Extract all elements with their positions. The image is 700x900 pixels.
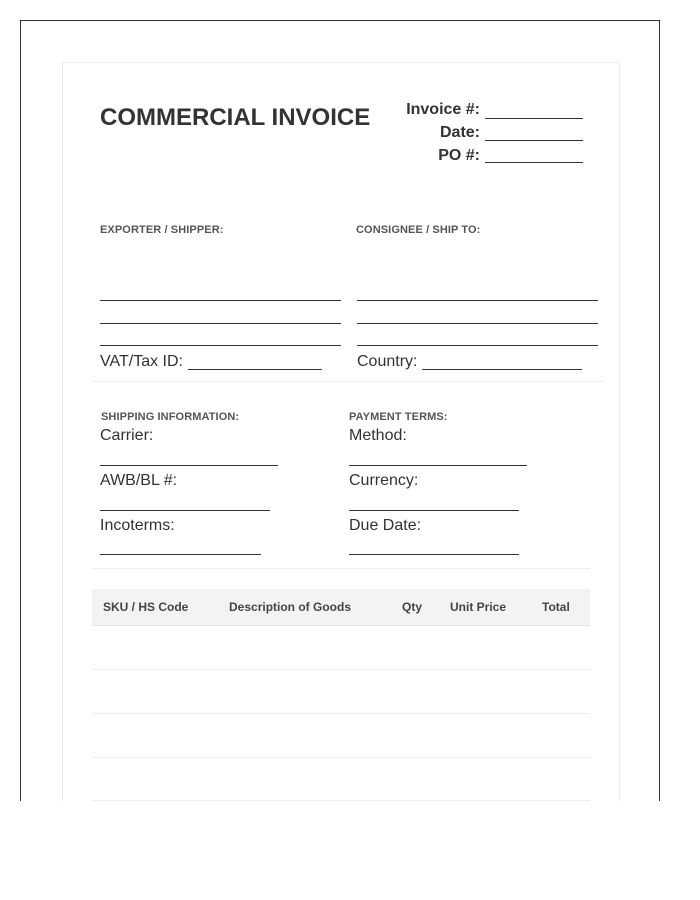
- column-header-description: Description of Goods: [229, 600, 352, 614]
- exporter-heading: EXPORTER / SHIPPER:: [100, 224, 224, 236]
- table-row[interactable]: [92, 713, 590, 714]
- vat-tax-id-field[interactable]: [188, 369, 322, 370]
- po-number-field[interactable]: [485, 162, 583, 163]
- po-number-label: PO #:: [438, 147, 480, 164]
- carrier-label: Carrier:: [100, 427, 154, 444]
- invoice-number-label: Invoice #:: [406, 101, 480, 118]
- consignee-address-line-2[interactable]: [357, 323, 598, 324]
- date-field[interactable]: [485, 140, 583, 141]
- page-cutoff-whitespace: [0, 801, 700, 900]
- table-row[interactable]: [92, 757, 590, 758]
- method-field[interactable]: [349, 465, 527, 466]
- date-label: Date:: [439, 124, 480, 141]
- currency-field[interactable]: [349, 510, 519, 511]
- awb-bl-label: AWB/BL #:: [100, 472, 178, 489]
- column-header-total: Total: [542, 600, 570, 614]
- method-label: Method:: [349, 427, 407, 444]
- currency-label: Currency:: [349, 472, 419, 489]
- due-date-field[interactable]: [349, 554, 519, 555]
- incoterms-label: Incoterms:: [100, 517, 175, 534]
- consignee-heading: CONSIGNEE / SHIP TO:: [356, 224, 481, 236]
- due-date-label: Due Date:: [349, 517, 422, 534]
- consignee-address-line-3[interactable]: [357, 345, 598, 346]
- awb-bl-field[interactable]: [100, 510, 270, 511]
- column-header-unit-price: Unit Price: [450, 600, 507, 614]
- carrier-field[interactable]: [100, 465, 278, 466]
- column-header-sku: SKU / HS Code: [103, 600, 189, 614]
- section-divider-1: [92, 381, 604, 382]
- country-field[interactable]: [422, 369, 582, 370]
- section-divider-2: [92, 568, 590, 569]
- column-header-qty: Qty: [402, 600, 423, 614]
- incoterms-field[interactable]: [100, 554, 261, 555]
- shipping-info-heading: SHIPPING INFORMATION:: [101, 411, 240, 423]
- exporter-address-line-2[interactable]: [100, 323, 341, 324]
- payment-terms-heading: PAYMENT TERMS:: [349, 411, 448, 423]
- exporter-address-line-3[interactable]: [100, 345, 341, 346]
- exporter-address-line-1[interactable]: [100, 300, 341, 301]
- invoice-number-field[interactable]: [485, 118, 583, 119]
- table-row[interactable]: [92, 669, 590, 670]
- document-title: COMMERCIAL INVOICE: [100, 104, 371, 131]
- consignee-address-line-1[interactable]: [357, 300, 598, 301]
- vat-tax-id-label: VAT/Tax ID:: [100, 353, 183, 370]
- country-label: Country:: [357, 353, 418, 370]
